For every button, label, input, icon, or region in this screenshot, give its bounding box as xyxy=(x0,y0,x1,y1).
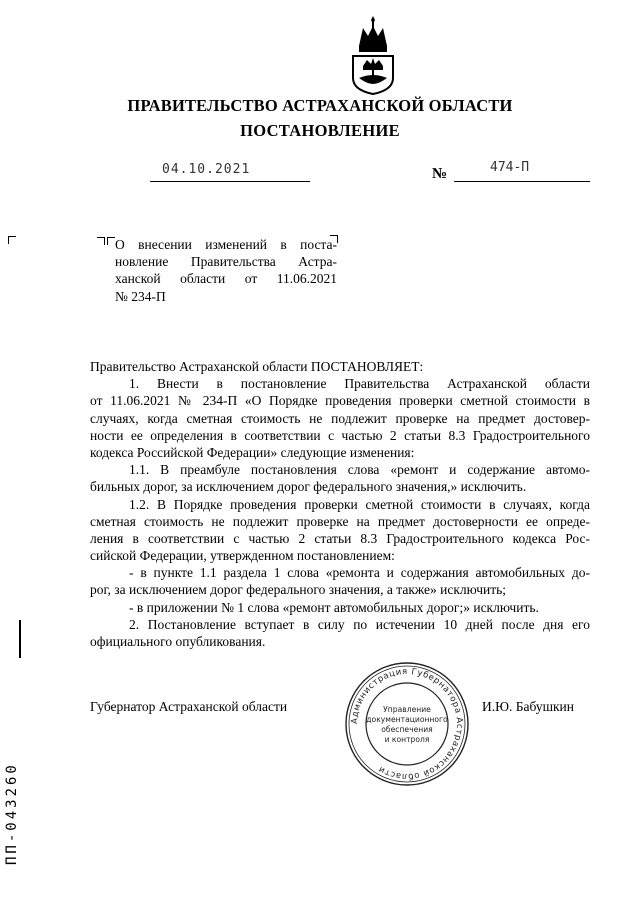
stamp-center-line: Управление xyxy=(383,705,431,714)
date-underline xyxy=(150,181,310,182)
coat-of-arms-icon xyxy=(345,14,401,96)
subject-line: О внесении изменений в поста- xyxy=(115,237,337,252)
number-label: № xyxy=(432,166,448,182)
svg-text:Администрация Губернатора Астр xyxy=(350,667,464,781)
side-serial-text: ПП-043260 xyxy=(4,762,20,865)
body-line: - в приложении № 1 слова «ремонт автомобильных дорог;» исключить. xyxy=(129,599,539,615)
signatory-position: Губернатор Астраханской области xyxy=(90,699,288,714)
stamp-center-line: документационного xyxy=(366,715,448,724)
body-line: - в пункте 1.1 раздела 1 слова «ремонта и содержания автомобильных до- xyxy=(129,565,590,581)
document-body xyxy=(90,358,590,650)
body-line: случаях, когда сметная стоимость не подлежит проверке на предмет достовер- xyxy=(90,410,590,426)
subject-block xyxy=(115,236,337,305)
subject-bracket-left-outer xyxy=(97,237,105,245)
subject-bracket-left xyxy=(107,237,115,245)
body-line: бильных дорог, за исключением дорог федерального значения,» исключить. xyxy=(90,479,527,495)
subject-line: новление Правительства Астра- xyxy=(115,254,337,270)
official-stamp xyxy=(343,660,471,788)
body-line: от 11.06.2021 № 234-П «О Порядке проведения проверки сметной стоимости в xyxy=(90,393,590,409)
signatory-name: И.Ю. Бабушкин xyxy=(482,699,575,714)
subject-line: № 234-П xyxy=(115,288,166,304)
body-line: 1.2. В Порядке проведения проверки сметной стоимости в случаях, когда xyxy=(129,496,590,512)
body-line: официального опубликования. xyxy=(90,634,266,649)
body-line: 1. Внести в постановление Правительства Астраханской области xyxy=(129,376,590,392)
body-line: 1.1. В преамбуле постановления слова «ремонт и содержание автомо- xyxy=(129,462,590,478)
side-margin-bar xyxy=(19,620,21,658)
number-underline xyxy=(454,181,590,182)
body-line: ности ее определения в соответствии с частью 2 статьи 8.3 Градостроительного xyxy=(90,427,590,443)
stamp-center-line: и контроля xyxy=(384,735,430,744)
document-number: 474-П xyxy=(490,160,530,175)
corner-mark-left xyxy=(8,236,16,244)
document-date: 04.10.2021 xyxy=(162,162,251,177)
body-line: рог, за исключением дорог федерального значения, а также» исключить; xyxy=(90,582,507,598)
body-line: Правительство Астраханской области ПОСТАНОВЛЯЕТ: xyxy=(90,359,424,374)
organization-title: ПРАВИТЕЛЬСТВО АСТРАХАНСКОЙ ОБЛАСТИ xyxy=(127,96,513,115)
document-type: ПОСТАНОВЛЕНИЕ xyxy=(240,121,400,140)
side-serial-number xyxy=(4,715,34,865)
stamp-center-line: обеспечения xyxy=(381,725,433,734)
stamp-ring-text: Администрация Губернатора Астраханской области xyxy=(349,666,465,782)
body-line: 2. Постановление вступает в силу по истечении 10 дней после дня его xyxy=(129,616,590,632)
body-line: сметная стоимость не подлежит проверке на предмет достоверности ее опреде- xyxy=(90,513,590,529)
body-line: кодекса Российской Федерации» следующие изменения: xyxy=(90,444,415,460)
body-line: ления в соответствии с частью 2 статьи 8.3 Градостроительного кодекса Рос- xyxy=(90,530,590,546)
subject-line: ханской области от 11.06.2021 xyxy=(115,271,337,287)
body-line: сийской Федерации, утвержденном постановлением: xyxy=(90,548,395,564)
